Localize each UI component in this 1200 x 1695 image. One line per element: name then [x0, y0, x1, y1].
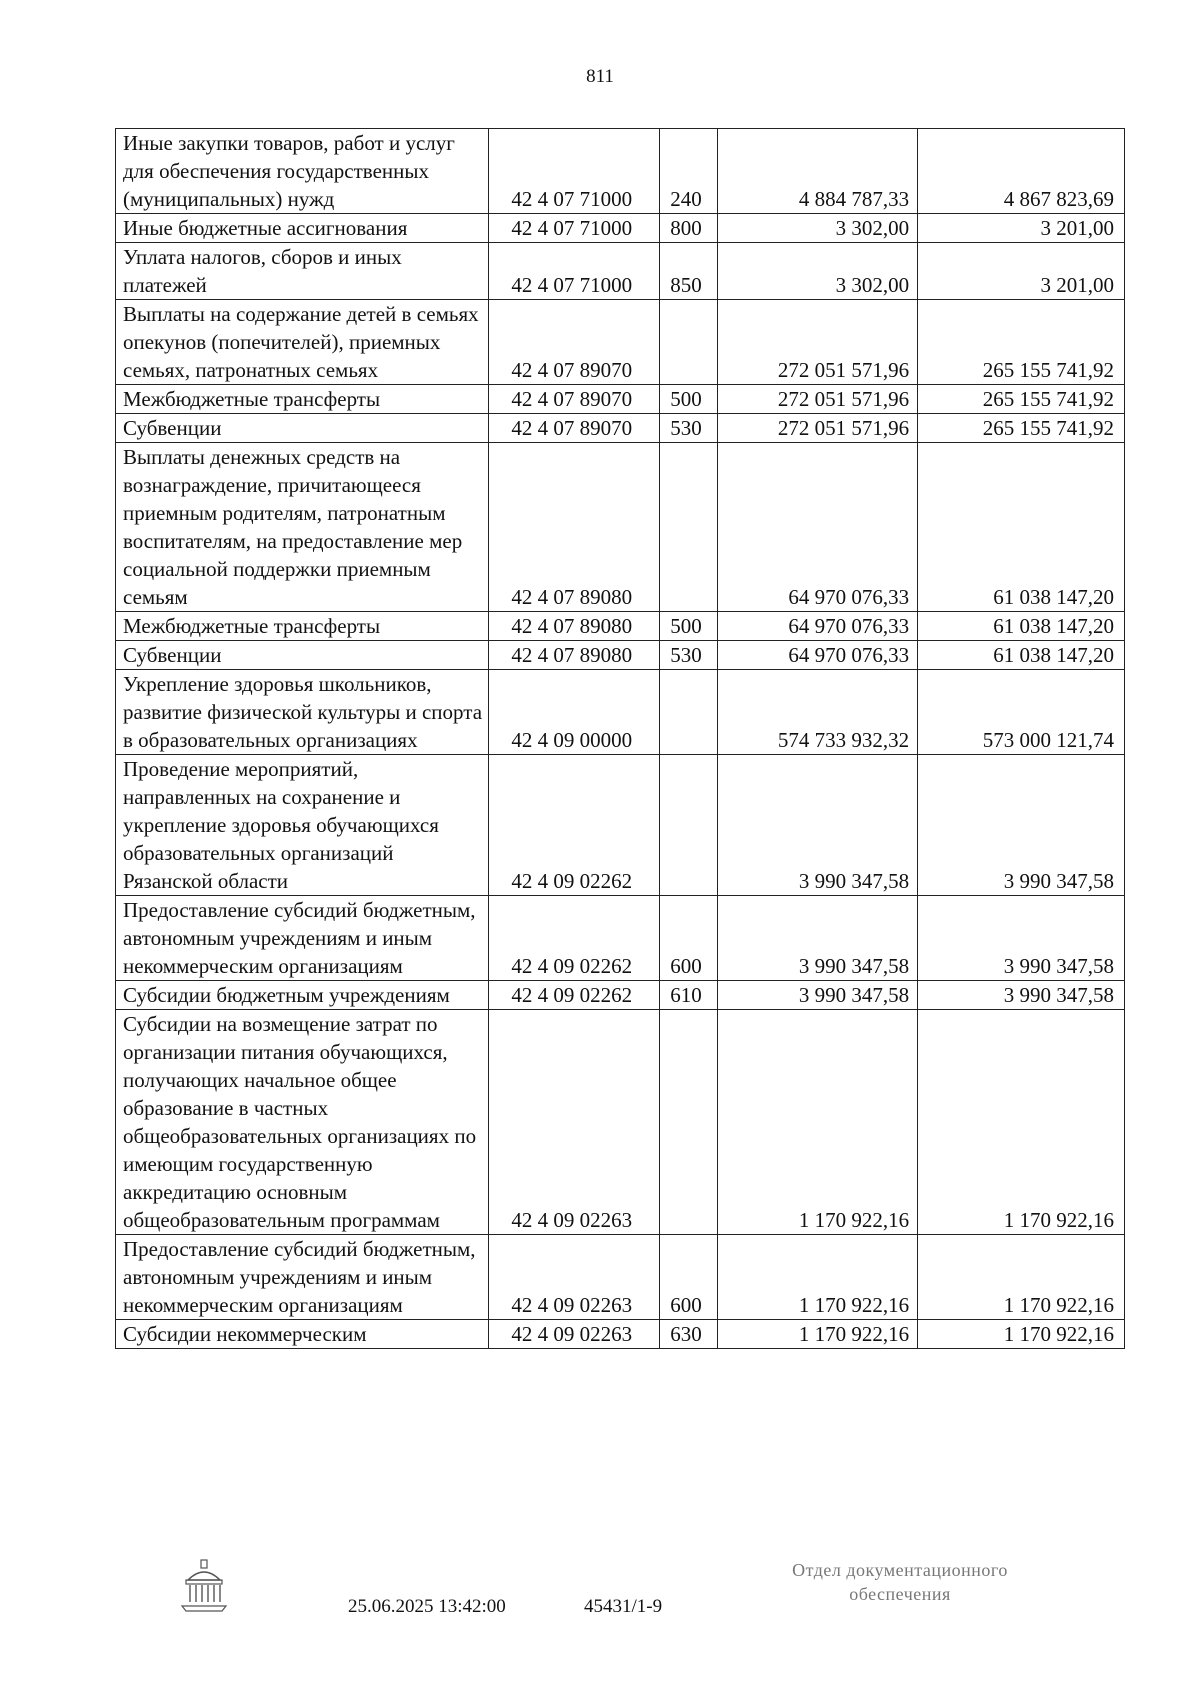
row-sum-2-cell: 61 038 147,20: [918, 443, 1125, 612]
row-sum-2-cell: 573 000 121,74: [918, 670, 1125, 755]
row-code-cell: 42 4 07 71000: [489, 129, 660, 214]
row-name-cell: Субвенции: [116, 414, 489, 443]
row-name-cell: Межбюджетные трансферты: [116, 385, 489, 414]
row-name-cell: Укрепление здоровья школьников, развитие физической культуры и спорта в образовательных организациях: [116, 670, 489, 755]
budget-table: [115, 128, 1125, 1349]
row-name-cell: Субсидии на возмещение затрат по организации питания обучающихся, получающих начальное общее образование в частных общеобразовательных организациях по имеющим государственную аккредитацию основным общеобразовательным программам: [116, 1010, 489, 1235]
row-code-cell: 42 4 09 02262: [489, 896, 660, 981]
department-stamp: [740, 1558, 1060, 1606]
row-name-cell: Уплата налогов, сборов и иных платежей: [116, 243, 489, 300]
row-sum-1-cell: 3 302,00: [717, 243, 917, 300]
row-name-cell: Выплаты на содержание детей в семьях опекунов (попечителей), приемных семьях, патронатных семьях: [116, 300, 489, 385]
row-expense-type-cell: 500: [660, 385, 718, 414]
row-sum-2-cell: 3 201,00: [918, 214, 1125, 243]
row-expense-type-cell: 850: [660, 243, 718, 300]
row-sum-1-cell: 3 990 347,58: [717, 896, 917, 981]
row-sum-1-cell: 4 884 787,33: [717, 129, 917, 214]
row-sum-2-cell: 3 201,00: [918, 243, 1125, 300]
row-sum-1-cell: 3 302,00: [717, 214, 917, 243]
row-sum-2-cell: 265 155 741,92: [918, 414, 1125, 443]
table-row: [116, 414, 1125, 443]
row-code-cell: 42 4 09 02262: [489, 755, 660, 896]
row-expense-type-cell: 600: [660, 896, 718, 981]
row-sum-1-cell: 272 051 571,96: [717, 385, 917, 414]
row-sum-2-cell: 1 170 922,16: [918, 1010, 1125, 1235]
row-code-cell: 42 4 09 02263: [489, 1320, 660, 1349]
table-row: [116, 1235, 1125, 1320]
row-sum-2-cell: 3 990 347,58: [918, 896, 1125, 981]
row-sum-1-cell: 272 051 571,96: [717, 414, 917, 443]
table-row: [116, 214, 1125, 243]
budget-table-body: [116, 129, 1125, 1349]
row-code-cell: 42 4 07 71000: [489, 243, 660, 300]
row-code-cell: 42 4 07 89070: [489, 385, 660, 414]
row-code-cell: 42 4 09 00000: [489, 670, 660, 755]
row-sum-1-cell: 3 990 347,58: [717, 755, 917, 896]
row-code-cell: 42 4 09 02263: [489, 1235, 660, 1320]
row-name-cell: Иные бюджетные ассигнования: [116, 214, 489, 243]
row-code-cell: 42 4 07 89080: [489, 612, 660, 641]
row-expense-type-cell: 240: [660, 129, 718, 214]
row-sum-1-cell: 272 051 571,96: [717, 300, 917, 385]
row-name-cell: Субвенции: [116, 641, 489, 670]
row-name-cell: Иные закупки товаров, работ и услуг для обеспечения государственных (муниципальных) нужд: [116, 129, 489, 214]
row-sum-2-cell: 3 990 347,58: [918, 981, 1125, 1010]
row-sum-1-cell: 64 970 076,33: [717, 612, 917, 641]
table-row: [116, 896, 1125, 981]
footer-datetime: 25.06.2025 13:42:00: [348, 1596, 506, 1617]
row-expense-type-cell: 530: [660, 641, 718, 670]
row-expense-type-cell: [660, 755, 718, 896]
page-number: 811: [586, 66, 614, 87]
row-sum-2-cell: 61 038 147,20: [918, 641, 1125, 670]
table-row: [116, 612, 1125, 641]
table-row: [116, 1320, 1125, 1349]
row-expense-type-cell: 610: [660, 981, 718, 1010]
row-code-cell: 42 4 09 02262: [489, 981, 660, 1010]
table-row: [116, 300, 1125, 385]
row-expense-type-cell: 630: [660, 1320, 718, 1349]
row-code-cell: 42 4 07 89070: [489, 414, 660, 443]
row-expense-type-cell: [660, 1010, 718, 1235]
table-row: [116, 243, 1125, 300]
row-expense-type-cell: [660, 670, 718, 755]
row-code-cell: 42 4 07 89080: [489, 443, 660, 612]
row-sum-1-cell: 64 970 076,33: [717, 641, 917, 670]
row-code-cell: 42 4 07 89080: [489, 641, 660, 670]
row-sum-1-cell: 1 170 922,16: [717, 1320, 917, 1349]
row-name-cell: Выплаты денежных средств на вознаграждение, причитающееся приемным родителям, патронатным воспитателям, на предоставление мер социальной поддержки приемным семьям: [116, 443, 489, 612]
row-sum-2-cell: 61 038 147,20: [918, 612, 1125, 641]
row-sum-2-cell: 3 990 347,58: [918, 755, 1125, 896]
row-name-cell: Межбюджетные трансферты: [116, 612, 489, 641]
row-sum-2-cell: 1 170 922,16: [918, 1320, 1125, 1349]
table-row: [116, 443, 1125, 612]
row-code-cell: 42 4 07 89070: [489, 300, 660, 385]
row-name-cell: Субсидии некоммерческим: [116, 1320, 489, 1349]
row-sum-1-cell: 3 990 347,58: [717, 981, 917, 1010]
table-row: [116, 755, 1125, 896]
stamp-line-2: обеспечения: [849, 1584, 951, 1604]
row-name-cell: Предоставление субсидий бюджетным, автономным учреждениям и иным некоммерческим организациям: [116, 1235, 489, 1320]
table-row: [116, 641, 1125, 670]
duma-logo-icon: [176, 1558, 232, 1614]
table-row: [116, 1010, 1125, 1235]
footer-reg-number: 45431/1-9: [584, 1596, 663, 1617]
row-sum-1-cell: 1 170 922,16: [717, 1235, 917, 1320]
stamp-line-1: Отдел документационного: [792, 1560, 1008, 1580]
row-code-cell: 42 4 07 71000: [489, 214, 660, 243]
table-row: [116, 385, 1125, 414]
row-sum-2-cell: 4 867 823,69: [918, 129, 1125, 214]
row-sum-1-cell: 64 970 076,33: [717, 443, 917, 612]
row-expense-type-cell: 600: [660, 1235, 718, 1320]
row-name-cell: Предоставление субсидий бюджетным, автономным учреждениям и иным некоммерческим организациям: [116, 896, 489, 981]
row-sum-1-cell: 574 733 932,32: [717, 670, 917, 755]
table-row: [116, 981, 1125, 1010]
table-row: [116, 670, 1125, 755]
row-name-cell: Проведение мероприятий, направленных на сохранение и укрепление здоровья обучающихся образовательных организаций Рязанской области: [116, 755, 489, 896]
row-expense-type-cell: 800: [660, 214, 718, 243]
row-sum-2-cell: 265 155 741,92: [918, 300, 1125, 385]
row-name-cell: Субсидии бюджетным учреждениям: [116, 981, 489, 1010]
row-expense-type-cell: [660, 300, 718, 385]
row-sum-2-cell: 1 170 922,16: [918, 1235, 1125, 1320]
row-expense-type-cell: 500: [660, 612, 718, 641]
row-sum-1-cell: 1 170 922,16: [717, 1010, 917, 1235]
row-expense-type-cell: 530: [660, 414, 718, 443]
row-sum-2-cell: 265 155 741,92: [918, 385, 1125, 414]
row-code-cell: 42 4 09 02263: [489, 1010, 660, 1235]
row-expense-type-cell: [660, 443, 718, 612]
table-row: [116, 129, 1125, 214]
